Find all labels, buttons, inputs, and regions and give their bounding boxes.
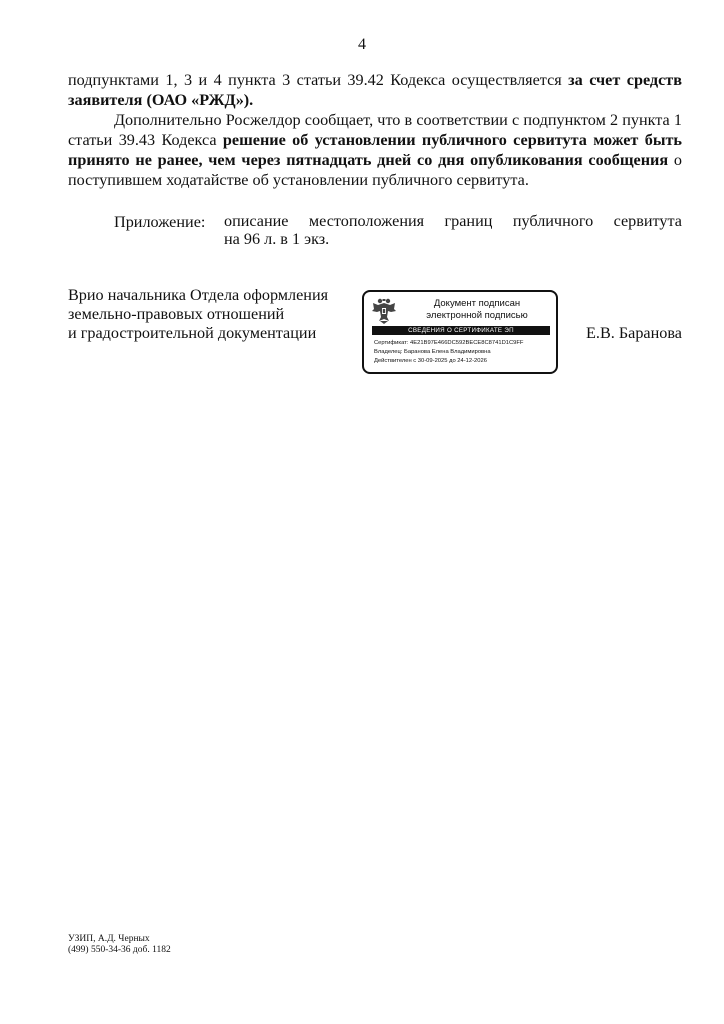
stamp-certificate: Сертификат: 4E21B97E466DC592BECE8C8741D1C9FF [374, 340, 524, 346]
signatory-line: и градостроительной документации [68, 324, 317, 342]
footer-contact [68, 934, 171, 956]
paragraph-notice-text-b: о поступившем ходатайстве об установлении публичного сервитута. [68, 151, 683, 189]
stamp-owner: Владелец: Баранова Елена Владимировна [374, 349, 491, 356]
attachment-word: описание [224, 212, 289, 230]
attachment-word: границ [444, 212, 493, 230]
attachment-line1 [224, 212, 682, 230]
signatory-line: земельно-правовых отношений [68, 305, 285, 323]
paragraph-notice [68, 110, 682, 190]
attachment-label: Приложение: [114, 213, 206, 231]
paragraph-cost [68, 70, 682, 110]
signatory-line: Врио начальника Отдела оформления [68, 286, 329, 304]
attachment-word: сервитута [613, 212, 682, 230]
footer-executor: УЗИП, А.Д. Черных [68, 934, 150, 944]
coat-of-arms-icon [371, 297, 397, 325]
paragraph-cost-bold: за счет средств заявителя (ОАО «РЖД»). [68, 71, 682, 109]
paragraph-notice-text-a: Дополнительно Росжелдор сообщает, что в соответствии с подпунктом 2 пункта 1 статьи 39.43 Кодекса [68, 111, 682, 149]
signatory-position [68, 286, 358, 343]
stamp-title-line1: Документ подписан [433, 298, 521, 309]
stamp-title [398, 298, 556, 321]
page-number: 4 [358, 36, 366, 53]
paragraph-notice-bold: решение об установлении публичного сервитута может быть принято не ранее, чем через пятнадцать дней со дня опубликования сообщения [68, 131, 682, 169]
attachment-line2: на 96 л. в 1 экз. [224, 230, 330, 248]
paragraph-cost-text: подпунктами 1, 3 и 4 пункта 3 статьи 39.42 Кодекса осуществляется [68, 71, 569, 89]
electronic-signature-stamp [362, 290, 558, 374]
signatory-name: Е.В. Баранова [586, 324, 682, 342]
attachment-description [224, 212, 682, 248]
attachment-word: местоположения [308, 212, 425, 230]
footer-phone: (499) 550-34-36 доб. 1182 [68, 945, 171, 955]
attachment-word: публичного [512, 212, 594, 230]
stamp-info [374, 339, 523, 367]
stamp-validity: Действителен с 30-09-2025 до 24-12-2026 [374, 358, 487, 365]
stamp-certificate-header: СВЕДЕНИЯ О СЕРТИФИКАТЕ ЭП [372, 326, 550, 335]
stamp-title-line2: электронной подписью [426, 309, 528, 321]
